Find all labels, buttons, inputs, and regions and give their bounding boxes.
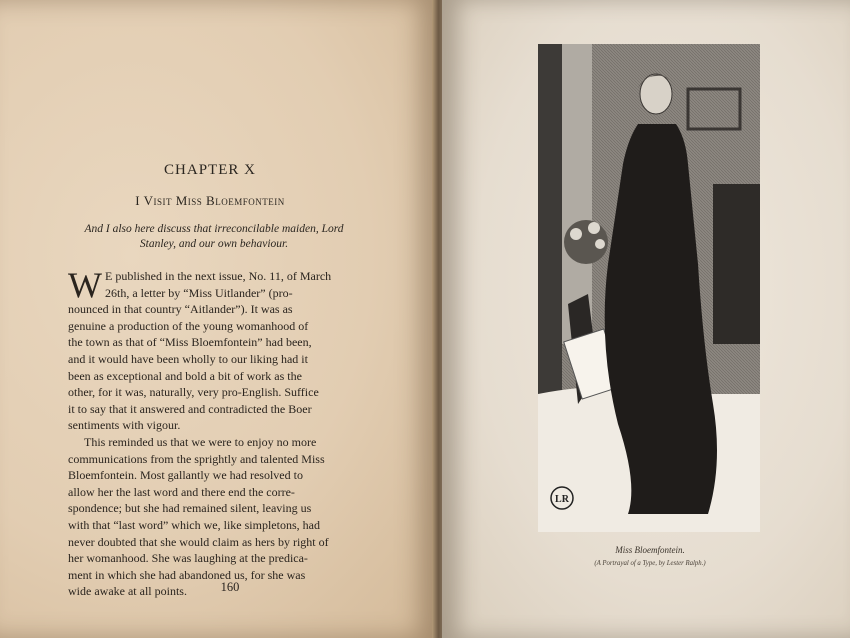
- text-line: never doubted that she would claim as hers by right of: [68, 534, 329, 549]
- text-line: the town as that of “Miss Bloemfontein” had been,: [68, 335, 312, 350]
- page-number: 160: [220, 580, 240, 594]
- body-text: [68, 265, 386, 600]
- text-line: sentiments with vigour.: [68, 418, 181, 433]
- text-line: other, for it was, naturally, very pro-English. Suffice: [68, 385, 319, 400]
- chapter-heading: CHAPTER X: [164, 162, 256, 178]
- text-line: it to say that it answered and contradicted the Boer: [68, 401, 312, 416]
- chapter-summary: [64, 222, 364, 252]
- cabinet: [713, 184, 760, 344]
- text-line: ment in which she had abandoned us, for she was: [68, 567, 306, 582]
- text-line: genuine a production of the young womanhood of: [68, 318, 309, 333]
- text-line: been as exceptional and bold a bit of work as the: [68, 368, 302, 383]
- text-line: allow her the last word and there end the corre-: [68, 484, 295, 499]
- text-line: and it would have been wholly to our liking had it: [68, 351, 308, 366]
- text-line: nounced in that country “Aitlander”). It was as: [68, 302, 293, 317]
- paragraph-1: [68, 265, 386, 434]
- text-line: with that “last word” which we, like simpletons, had: [68, 517, 320, 532]
- summary-line-2: Stanley, and our own behaviour.: [139, 238, 289, 250]
- text-line: E published in the next issue, No. 11, of March: [104, 269, 332, 283]
- summary-line-1: And I also here discuss that irreconcilable maiden, Lord: [84, 223, 344, 235]
- text-line: her womanhood. She was laughing at the predica-: [68, 551, 308, 566]
- text-line: Bloemfontein. Most gallantly we had resolved to: [68, 468, 303, 483]
- text-line: This reminded us that we were to enjoy no more: [84, 434, 317, 449]
- plate-caption: Miss Bloemfontein.: [615, 545, 685, 555]
- text-line: spondence; but she had remained silent, leaving us: [68, 501, 312, 516]
- text-line: wide awake at all points.: [68, 584, 187, 599]
- illustration-plate: [538, 44, 760, 532]
- plate-subcaption: (A Portrayal of a Type, by Lester Ralph.): [594, 560, 706, 567]
- text-line: communications from the sprightly and talented Miss: [68, 451, 325, 466]
- svg-text:LR: LR: [555, 494, 569, 505]
- text-line: 26th, a letter by “Miss Uitlander” (pro-: [104, 285, 293, 300]
- paragraph-2: [68, 434, 386, 600]
- chapter-title: I Visit Miss Bloemfontein: [135, 193, 285, 208]
- drop-cap: W: [68, 265, 102, 305]
